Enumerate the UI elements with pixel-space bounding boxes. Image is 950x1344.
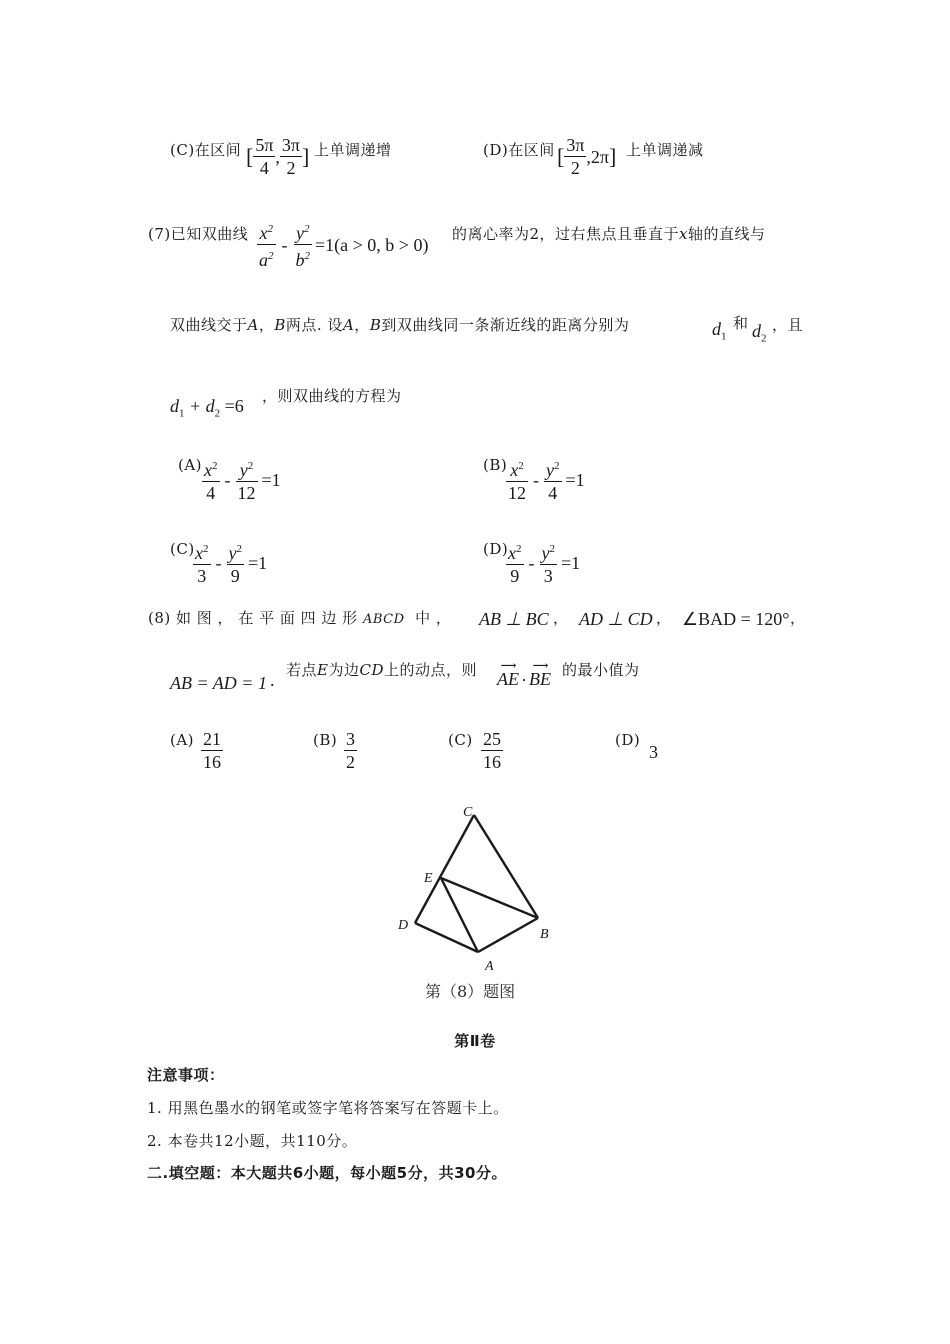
exponent: 2 [212, 460, 218, 472]
exponent: 2 [554, 460, 560, 472]
equation-condition: =1(a > 0, b > 0) [315, 234, 429, 255]
text: 两点. 设 [285, 316, 343, 334]
denominator: 9 [230, 566, 240, 586]
fraction-y2-b2 [294, 218, 313, 271]
figure-label-b: B [540, 927, 549, 942]
minus-sign: - [281, 234, 288, 255]
right-bracket: ] [609, 143, 617, 169]
q7-option-b-equation [506, 455, 585, 504]
fraction-3pi-2 [564, 134, 586, 179]
q8-figure [390, 800, 560, 1010]
q7-option-a-equation [202, 455, 281, 504]
denominator: 12 [237, 483, 256, 503]
q7-option-b-label: (B) [483, 456, 508, 474]
var-b: b [295, 250, 305, 270]
left-bracket: [ [557, 143, 565, 169]
q7-option-c-label: (C) [170, 540, 195, 558]
segment-cd: CD [359, 661, 384, 679]
q8-cond-angle-bad: ∠BAD = 120° [682, 609, 790, 629]
q7-d2 [752, 322, 767, 345]
denominator: 3 [197, 566, 207, 586]
exponent: 2 [236, 543, 242, 555]
q6-option-c-label: (C)在区间 [170, 141, 242, 159]
var-d: d [170, 396, 179, 416]
equals-one: =1 [561, 552, 581, 573]
comma: ， [553, 609, 569, 627]
right-bracket: ] [302, 143, 310, 169]
var-y: y [296, 223, 304, 243]
vector-arrow-icon: ⟶ [532, 659, 548, 672]
q8-lead [148, 611, 451, 626]
comma: , [275, 146, 280, 167]
minus-sign: - [215, 552, 222, 573]
var-x: x [195, 543, 203, 563]
denominator: 2 [346, 752, 355, 772]
numerator: 3 [346, 729, 355, 749]
q7-sum-equation [170, 397, 244, 420]
text: 上的动点，则 [384, 661, 478, 679]
exponent: 2 [203, 543, 209, 555]
exponent: 2 [304, 223, 310, 235]
var-d: d [752, 321, 761, 341]
q8-option-c-label: (C) [448, 731, 473, 749]
equals-one: =1 [565, 469, 585, 490]
text: 为边 [328, 661, 360, 679]
q8-option-a-label: (A) [170, 731, 195, 749]
point-b: B [369, 316, 382, 334]
left-bracket: [ [246, 143, 254, 169]
var-x: x [508, 543, 516, 563]
vector-label: BE [529, 669, 551, 689]
q7-text1-a: 的离心率为2，过右焦点且垂直于 [452, 225, 680, 243]
figure-label-c: C [463, 805, 473, 820]
q6-option-d-label: (D)在区间 [483, 141, 555, 159]
var-y: y [546, 460, 554, 480]
numerator: 3π [566, 135, 585, 155]
denominator: 16 [483, 752, 501, 772]
text: 若点 [286, 661, 318, 679]
denominator: 2 [286, 158, 296, 178]
notice-heading: 注意事项： [147, 1066, 225, 1084]
quad-abcd: ABCD [362, 612, 405, 627]
q7-option-d-equation [506, 538, 580, 587]
edge-cb [474, 815, 538, 918]
numerator: 21 [203, 729, 221, 749]
dot-operator: · [521, 670, 527, 690]
fraction-5pi-4 [253, 134, 275, 179]
figure-caption: 第（8）题图 [425, 982, 516, 1001]
numerator: 3π [281, 135, 301, 155]
exponent: 2 [268, 250, 274, 262]
text: 到双曲线同一条渐近线的距离分别为 [381, 316, 630, 334]
var-y: y [541, 543, 550, 563]
notice-item-1: 1. 用黑色墨水的钢笔或签字笔将答案写在答题卡上。 [147, 1099, 509, 1117]
var-x: x [679, 225, 689, 243]
vector-ae [497, 659, 519, 689]
q7-text1-b: 轴的直线与 [688, 225, 766, 243]
var-y: y [239, 460, 248, 480]
figure-label-d: D [398, 918, 409, 933]
denominator: 3 [543, 566, 553, 586]
equals-one: =1 [248, 552, 268, 573]
comma: ， [258, 316, 275, 334]
exponent: 2 [267, 223, 273, 235]
segment-eb [441, 878, 538, 918]
text: (8) 如 图 ， 在 平 面 四 边 形 [148, 609, 358, 627]
exponent: 2 [516, 543, 522, 555]
part-two-title: 第Ⅱ卷 [454, 1032, 496, 1050]
subscript: 2 [761, 332, 767, 345]
figure-label-a: A [485, 959, 494, 974]
period: . [270, 670, 275, 690]
q8-option-b-label: (B) [313, 731, 338, 749]
text: 中 ， [415, 609, 452, 627]
edge-ba [478, 918, 538, 952]
comma: ， [790, 609, 806, 627]
q7-option-c-equation [193, 538, 267, 587]
q7-hyperbola-equation [257, 218, 428, 271]
equals-one: =1 [261, 469, 281, 490]
q7-option-d-label: (D) [483, 540, 509, 558]
exponent: 2 [247, 460, 254, 472]
minus-sign: - [224, 469, 231, 490]
comma: ， [656, 609, 672, 627]
notice-item-2: 2. 本卷共12小题，共110分。 [147, 1132, 358, 1150]
q6-option-c-interval [246, 134, 309, 179]
q7-text1 [452, 227, 766, 242]
fraction-x2-a2 [257, 218, 276, 271]
denominator: 4 [259, 158, 269, 178]
text: 双曲线交于 [170, 316, 248, 334]
vector-label: AE [497, 669, 519, 689]
denominator: 2 [570, 158, 580, 178]
q8-option-c-value [481, 728, 503, 773]
exponent: 2 [518, 460, 524, 472]
edge-dc [415, 815, 474, 923]
q7-lead: (7)已知双曲线 [148, 225, 249, 243]
minus-sign: - [533, 469, 539, 490]
denominator: 9 [510, 566, 520, 586]
q6-option-c-tail: 上单调递增 [314, 141, 392, 159]
q8-tail: 的最小值为 [562, 661, 640, 679]
q8-cond-ab-ad: AB = AD = 1 [170, 673, 267, 693]
q7-and: 和 [733, 314, 749, 332]
figure-label-e: E [424, 871, 433, 886]
comma: ， [354, 316, 370, 334]
denominator: 12 [508, 483, 526, 503]
exponent: 2 [549, 543, 555, 555]
q7-d1 [712, 320, 727, 343]
q8-text [286, 663, 477, 678]
edge-ad [415, 923, 478, 952]
exponent: 2 [304, 250, 310, 262]
denominator: 4 [206, 483, 216, 503]
var-x: x [259, 223, 268, 243]
q8-option-a-value [201, 728, 223, 773]
var-y: y [228, 543, 237, 563]
q8-option-d-label: (D) [615, 731, 641, 749]
interval-end: ,2π [586, 146, 610, 167]
point-a: A [342, 316, 355, 334]
subscript: 1 [721, 330, 727, 343]
q8-cond-ad-perp-cd: AD ⊥ CD [579, 609, 653, 629]
fraction-3pi-2 [280, 134, 302, 179]
q8-option-b-value [344, 728, 357, 773]
q8-cond-ab-perp-bc: AB ⊥ BC [479, 609, 549, 629]
section-heading: 二.填空题：本大题共6小题，每小题5分，共30分。 [147, 1164, 507, 1182]
point-b: B [274, 316, 286, 334]
equals-six: =6 [224, 396, 244, 416]
q8-option-d-value: 3 [649, 742, 658, 762]
point-e: E [317, 661, 329, 679]
segment-ea [441, 878, 478, 952]
var-d: d [712, 319, 721, 339]
q6-option-d-tail: 上单调递减 [626, 141, 704, 159]
subscript: 1 [179, 407, 185, 420]
var-x: x [510, 460, 519, 480]
minus-sign: - [528, 552, 535, 573]
q7-line2 [170, 318, 629, 333]
q7-line3: ，则双曲线的方程为 [262, 387, 402, 405]
numerator: 5π [255, 135, 274, 155]
vector-arrow-icon: ⟶ [500, 659, 516, 672]
q7-qie: ，且 [772, 316, 804, 334]
plus-d: + d [189, 396, 215, 416]
var-x: x [204, 460, 212, 480]
denominator: 16 [203, 752, 221, 772]
point-a: A [247, 316, 259, 334]
q7-option-a-label: (A) [178, 456, 203, 474]
q6-option-d-interval [557, 134, 616, 179]
q8-vector-dot-product [497, 659, 551, 690]
subscript: 2 [214, 407, 221, 420]
numerator: 25 [483, 729, 501, 749]
vector-be [529, 659, 551, 689]
denominator: 4 [548, 483, 558, 503]
var-a: a [259, 250, 268, 270]
